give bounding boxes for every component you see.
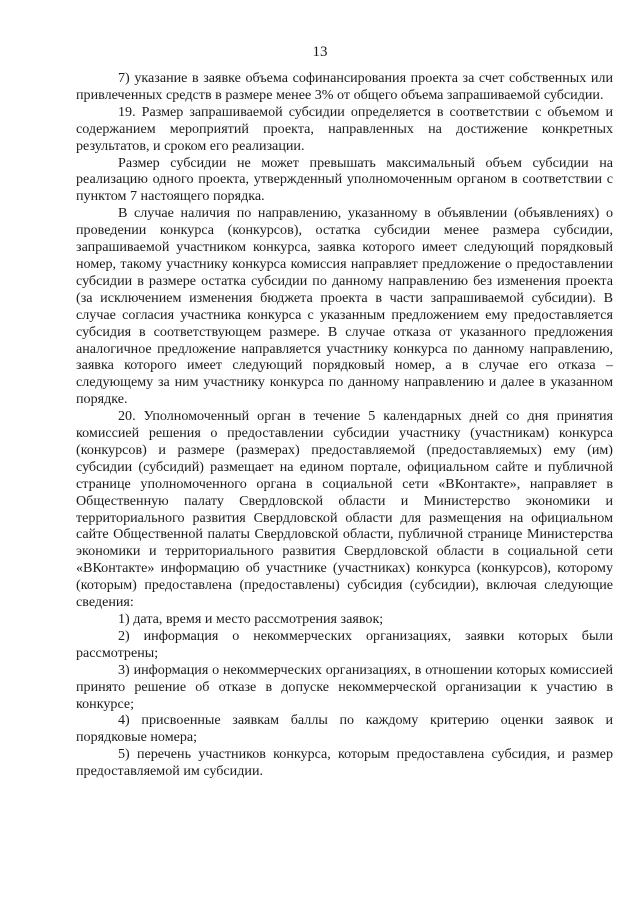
paragraph-item-7: 7) указание в заявке объема софинансирования проекта за счет собственных или привлеченных средств в размере менее 3% от общего объема запрашиваемой субсидии. <box>76 70 613 103</box>
paragraph-clause-19: 19. Размер запрашиваемой субсидии определяется в соответствии с объемом и содержанием мероприятий проекта, направленных на достижение конкретных результатов, и сроком его реализации. <box>76 103 613 154</box>
page-number: 13 <box>312 44 328 60</box>
list-item-2: 2) информация о некоммерческих организациях, заявки которых были рассмотрены; <box>76 627 613 661</box>
list-item-3: 3) информация о некоммерческих организациях, в отношении которых комиссией принято решение об отказе в допуске некоммерческой организации к участию в конкурсе; <box>76 661 613 712</box>
paragraph-remaining-subsidy: В случае наличия по направлению, указанному в объявлении (объявлениях) о проведении конкурса (конкурсов), остатка субсидии менее размера субсидии, запрашиваемой участником конкурса, заявка которого имеет следующий порядковый номер, такому участнику конкурса комиссия направляет предложение о предоставлении субсидии в размере остатка субсидии по данному направлению без изменения проекта (за исключением изменения бюджета проекта в части запрашиваемой субсидии). В случае согласия участника конкурса с указанным предложением ему предоставляется субсидия в соответствующем размере. В случае отказа от указанного предложения аналогичное предложение направляется участнику конкурса по данному направлению, заявка которого имеет следующий порядковый номер, а в случае его отказа – следующему за ним участнику конкурса по данному направлению и далее в указанном порядке. <box>76 205 613 408</box>
list-item-4: 4) присвоенные заявкам баллы по каждому критерию оценки заявок и порядковые номера; <box>76 712 613 746</box>
list-item-1: 1) дата, время и место рассмотрения заявок; <box>118 611 384 627</box>
list-item-5: 5) перечень участников конкурса, которым предоставлена субсидия, и размер предоставляемой им субсидии. <box>76 746 613 780</box>
document-body <box>76 70 613 780</box>
paragraph-subsidy-limit: Размер субсидии не может превышать максимальный объем субсидии на реализацию одного проекта, утвержденный уполномоченным органом в соответствии с пунктом 7 настоящего порядка. <box>76 154 613 205</box>
paragraph-clause-20: 20. Уполномоченный орган в течение 5 календарных дней со дня принятия комиссией решения о предоставлении субсидии участнику (участникам) конкурса (конкурсов) и размере (размерах) предоставляемой (предоставляемых) ему (им) субсидии (субсидий) размещает на едином портале, официальном сайте и публичной странице уполномоченного органа в социальной сети «ВКонтакте», направляет в Общественную палату Свердловской области и Министерство экономики и территориального развития Свердловской области для размещения на официальном сайте Общественной палаты Свердловской области, публичной странице Министерства экономики и территориального развития Свердловской области в социальной сети «ВКонтакте» информацию об участнике (участниках) конкурса (конкурсов), которому (которым) предоставлена (предоставлены) субсидия (субсидии), включая следующие сведения: <box>76 408 613 611</box>
